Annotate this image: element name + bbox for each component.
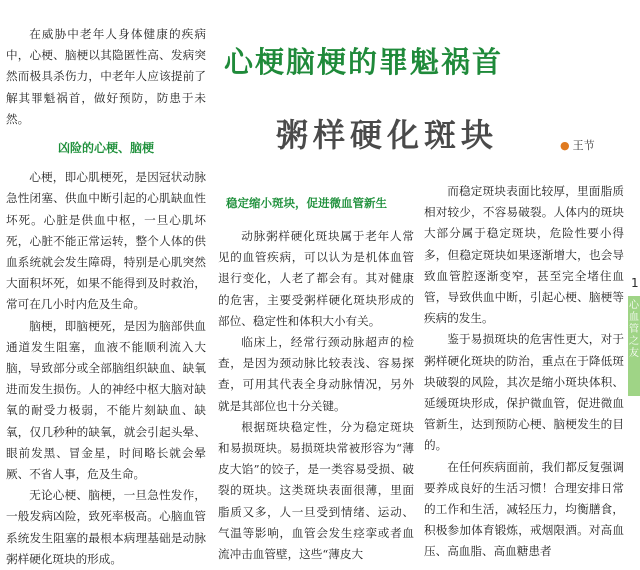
paragraph-stable-plaque: 而稳定斑块表面比较厚，里面脂质相对较少，不容易破裂。人体内的斑块大部分属于稳定斑块，危险性要小得多，但稳定斑块如果逐渐增大，也会导致血管腔逐渐变窄，甚至完全堵住血管，导致供血中断，引起心梗、脑梗等疾病的发生。	[424, 184, 624, 326]
intro-paragraph: 在威胁中老年人身体健康的疾病中，心梗、脑梗以其隐匿性高、发病突然而极具杀伤力，中老年人应该提前了解其罪魁祸首，做好预防，防患于未然。	[6, 27, 206, 126]
paragraph-plaque-intro: 动脉粥样硬化斑块属于老年人常见的血管疾病，可以认为是机体血管退行变化，人老了都会有。其对健康的危害，主要受粥样硬化斑块形成的部位、稳定性和体积大小有关。	[218, 229, 414, 328]
page-number: 1	[631, 276, 639, 290]
column-right	[424, 181, 624, 563]
column-left	[6, 24, 206, 570]
paragraph-ultrasound: 临床上，经常行颈动脉超声的检查，是因为颈动脉比较表浅、容易探查，可用其代表全身动脉情况，另外就是其部位也十分关键。	[218, 335, 414, 413]
paragraph-prevention: 鉴于易损斑块的危害性更大，对于粥样硬化斑块的防治，重点在于降低斑块破裂的风险，其次是缩小斑块体积、延缓斑块形成，保护微血管，促进微血管新生，达到预防心梗、脑梗发生的目的。	[424, 332, 624, 453]
section-heading-stabilize: 稳定缩小斑块，促进微血管新生	[226, 196, 387, 210]
author-name: 王节	[572, 139, 595, 152]
article-subtitle: 粥样硬化斑块	[276, 116, 499, 154]
section-heading-heart-brain: 凶险的心梗、脑梗	[57, 141, 154, 156]
paragraph-vulnerable-plaque: 根据斑块稳定性，分为稳定斑块和易损斑块。易损斑块常被形容为“薄皮大馅”的饺子，是一类容易受损、破裂的斑块。这类斑块表面很薄，里面脂质又多，人一旦受到情绪、运动、气温等影响，血管会发生痉挛或者血流冲击血管壁，这些“薄皮大	[218, 419, 414, 562]
article-title: 心梗脑梗的罪魁祸首	[224, 45, 504, 79]
bullet-icon: ●	[560, 139, 570, 152]
paragraph-myocardial-infarction: 心梗，即心肌梗死，是因冠状动脉急性闭塞、供血中断引起的心肌缺血性坏死。心脏是供血中枢，一旦心肌坏死，心脏不能正常运转，整个人体的供血系统就会发生障碍，特别是心肌突然大面积坏死，如果不能得到及时救治，常可在几小时内危及生命。	[6, 170, 206, 312]
paragraph-cerebral-infarction: 脑梗，即脑梗死，是因为脑部供血通道发生阻塞，血液不能顺利流入大脑，导致部分或全部脑组织缺血、缺氧进而发生损伤。人的神经中枢大脑对缺氧的耐受力极弱，不能片刻缺血、缺氧，仅几秒种的缺氧，就会引起头晕、眼前发黑、冒金星，时间略长就会晕厥、不省人事，危及生命。	[6, 318, 206, 482]
section-side-label: 心血管之友	[629, 300, 639, 359]
paragraph-summary: 无论心梗、脑梗，一旦急性发作，一般发病凶险，致死率极高。心脑血管系统发生阻塞的最根本病理基础是动脉粥样硬化斑块的形成。	[6, 488, 206, 566]
column-middle	[218, 226, 414, 565]
author-byline	[560, 137, 595, 153]
paragraph-lifestyle: 在任何疾病面前，我们都反复强调要养成良好的生活习惯！合理安排日常的工作和生活，减轻压力，均衡膳食，积极参加体育锻炼，戒烟限酒。对高血压、高血脂、高血糖患者	[424, 459, 624, 559]
